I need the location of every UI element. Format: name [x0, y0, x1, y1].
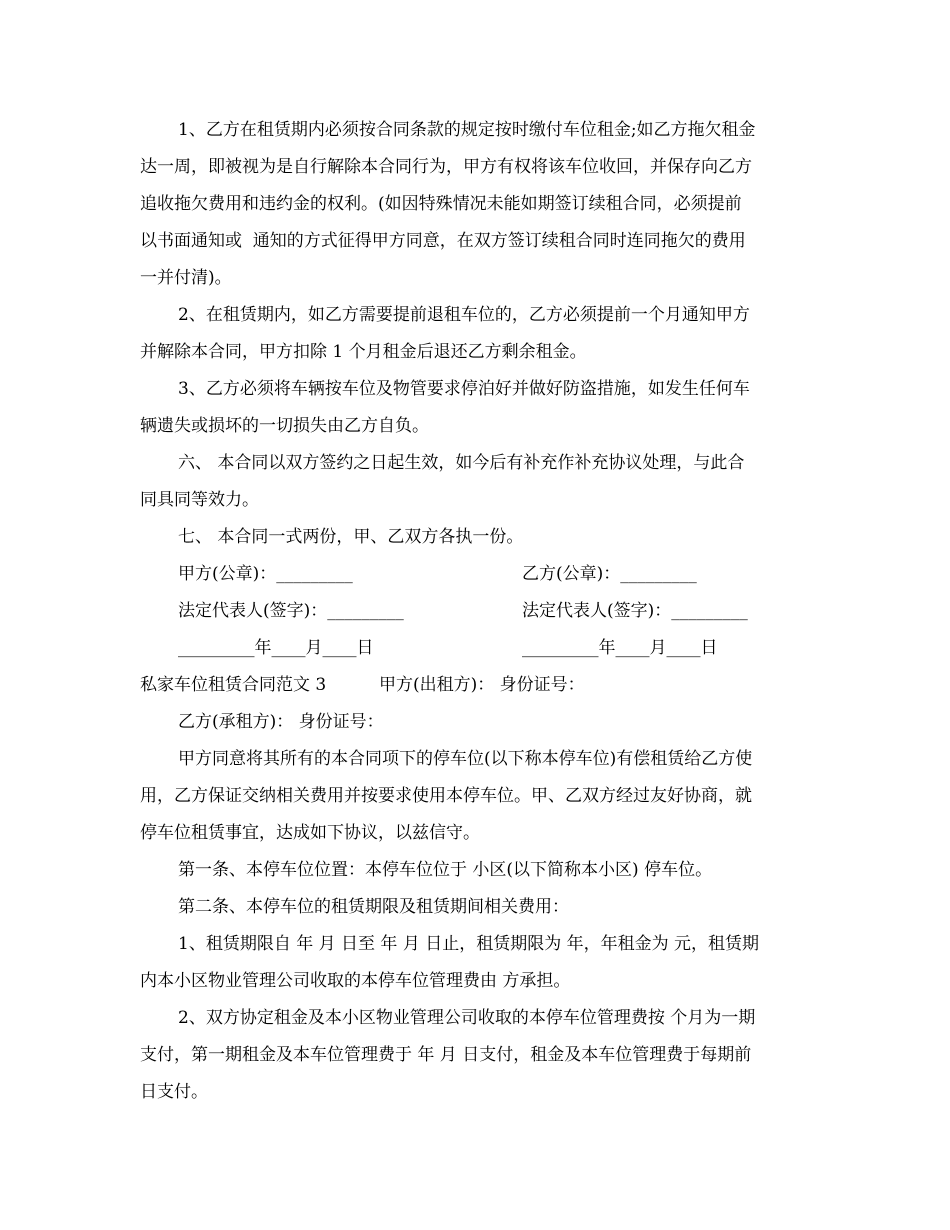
text-line: 用，乙方保证交纳相关费用并按要求使用本停车位。甲、乙双方经过友好协商，就: [140, 786, 752, 806]
signature-party-a-seal: 甲方(公章)：_________: [178, 564, 353, 584]
text-line: 以书面通知或 通知的方式征得甲方同意，在双方签订续租合同时连同拖欠的费用: [140, 231, 746, 251]
text-line: 六、 本合同以双方签约之日起生效，如今后有补充作补充协议处理，与此合: [178, 453, 745, 473]
signature-party-b-representative: 法定代表人(签字)：_________: [522, 601, 748, 621]
text-line: 日支付。: [140, 1082, 208, 1102]
text-line: 同具同等效力。: [140, 490, 259, 510]
text-line: 第一条、本停车位位置：本停车位位于 小区(以下简称本小区) 停车位。: [178, 860, 713, 880]
text-line: 达一周，即被视为是自行解除本合同行为，甲方有权将该车位收回，并保存向乙方: [140, 157, 752, 177]
text-line: 支付，第一期租金及本车位管理费于 年 月 日支付，租金及本车位管理费于每期前: [140, 1045, 752, 1065]
signature-party-b-seal: 乙方(公章)：_________: [522, 564, 697, 584]
party-a-info: 甲方(出租方)： 身份证号：: [379, 675, 585, 695]
text-line: 2、双方协定租金及本小区物业管理公司收取的本停车位管理费按 个月为一期: [178, 1008, 756, 1028]
text-line: 2、在租赁期内，如乙方需要提前退租车位的，乙方必须提前一个月通知甲方: [178, 305, 750, 325]
text-line: 一并付清)。: [140, 268, 232, 288]
text-line: 七、 本合同一式两份，甲、乙双方各执一份。: [178, 527, 524, 547]
text-line: 1、乙方在租赁期内必须按合同条款的规定按时缴付车位租金;如乙方拖欠租金: [178, 120, 756, 140]
text-line: 停车位租赁事宜，达成如下协议，以兹信守。: [140, 823, 480, 843]
text-line: 并解除本合同，甲方扣除 1 个月租金后退还乙方剩余租金。: [140, 342, 587, 362]
text-line: 追收拖欠费用和违约金的权利。(如因特殊情况未能如期签订续租合同，必须提前: [140, 194, 742, 214]
signature-party-a-date: _________年____月____日: [178, 638, 374, 658]
section-heading: 私家车位租赁合同范文 3: [140, 675, 327, 695]
text-line: 3、乙方必须将车辆按车位及物管要求停泊好并做好防盗措施，如发生任何车: [178, 379, 750, 399]
text-line: 内本小区物业管理公司收取的本停车位管理费由 方承担。: [140, 971, 571, 991]
text-line: 甲方同意将其所有的本合同项下的停车位(以下称本停车位)有偿租赁给乙方使: [178, 749, 753, 769]
signature-party-b-date: _________年____月____日: [522, 638, 718, 658]
party-b-info: 乙方(承租方)： 身份证号：: [178, 712, 384, 732]
text-line: 辆遗失或损坏的一切损失由乙方自负。: [140, 416, 429, 436]
signature-party-a-representative: 法定代表人(签字)：_________: [178, 601, 404, 621]
text-line: 1、租赁期限自 年 月 日至 年 月 日止，租赁期限为 年，年租金为 元，租赁期: [178, 934, 760, 954]
text-line: 第二条、本停车位的租赁期限及租赁期间相关费用：: [178, 897, 569, 917]
